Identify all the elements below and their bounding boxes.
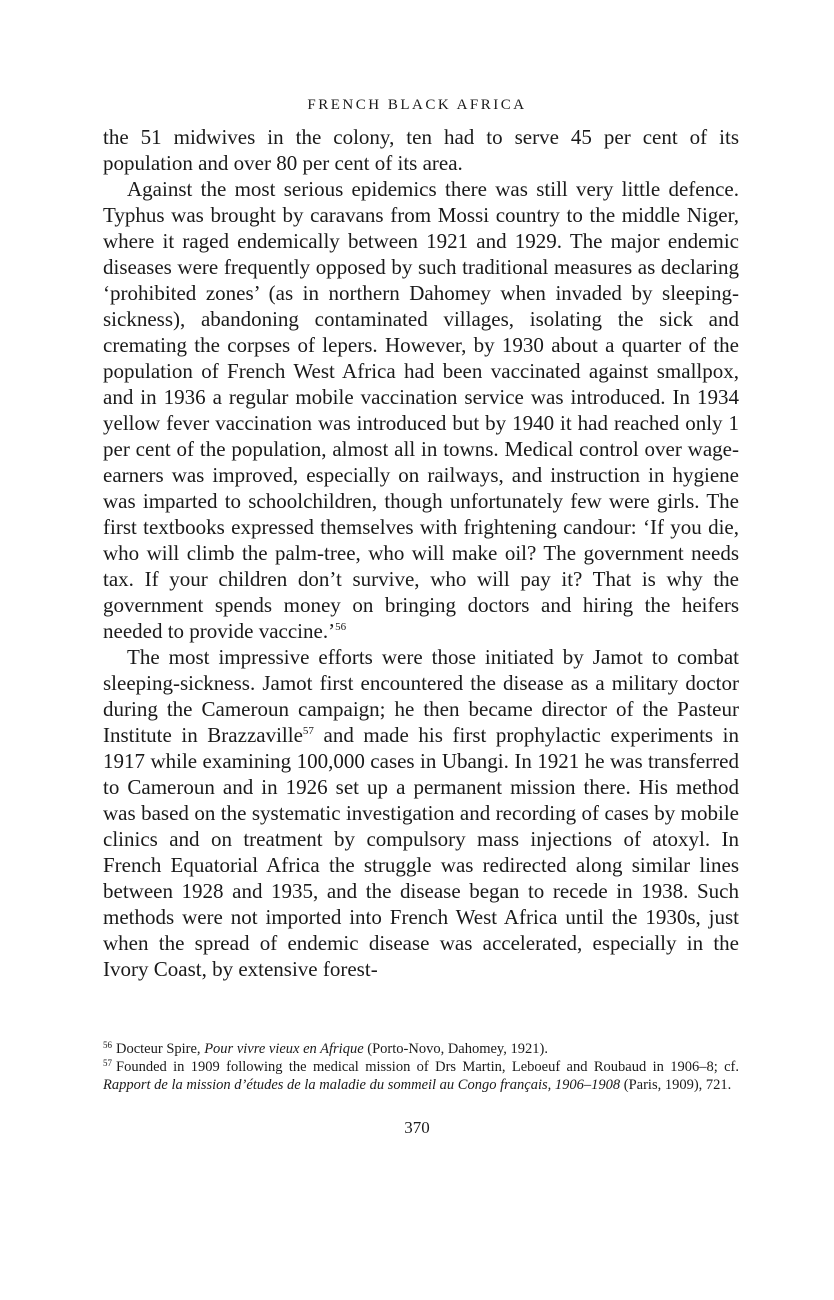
footnote-57-number: 57	[103, 1058, 112, 1068]
footnote-56	[103, 1040, 739, 1058]
paragraph-3-text-b: and made his first prophylactic experiments in 1917 while examining 100,000 cases in Ubangi. In 1921 he was transferred to Cameroun and in 1926 set up a permanent mission there. His method was based on the systematic investigation and recording of cases by mobile clinics and on treatment by compulsory mass injections of atoxyl. In French Equatorial Africa the struggle was redirected along similar lines between 1928 and 1935, and the disease began to recede in 1938. Such methods were not imported into French West Africa until the 1930s, just when the spread of endemic disease was accelerated, especially in the Ivory Coast, by extensive forest-	[103, 723, 739, 981]
footnote-57-post: (Paris, 1909), 721.	[620, 1077, 732, 1093]
footnote-56-title: Pour vivre vieux en Afrique	[204, 1041, 364, 1057]
footnote-ref-56: 56	[335, 621, 347, 633]
footnote-ref-57: 57	[302, 725, 314, 737]
footnotes	[103, 1040, 739, 1094]
paragraph-3	[103, 644, 739, 982]
footnote-57-title: Rapport de la mission d’études de la maladie du sommeil au Congo français, 1906–1908	[103, 1077, 621, 1093]
paragraph-3-text-a: The most impressive efforts were those initiated by Jamot to combat sleeping-sickness. Jamot first encountered the disease as a military doctor during the Cameroun campaign; he then became director of the Pasteur Institute in Brazzaville	[103, 645, 739, 747]
running-head: FRENCH BLACK AFRICA	[307, 97, 527, 113]
page-number: 370	[404, 1118, 430, 1137]
paragraph-2-text: Against the most serious epidemics there was still very little defence. Typhus was brought by caravans from Mossi country to the middle Niger, where it raged endemically between 1921 and 1929. The major endemic diseases were frequently opposed by such traditional measures as declaring ‘prohibited zones’ (as in northern Dahomey when invaded by sleeping-sickness), abandoning contaminated villages, isolating the sick and cremating the corpses of lepers. However, by 1930 about a quarter of the population of French West Africa had been vaccinated against smallpox, and in 1936 a regular mobile vaccination service was introduced. In 1934 yellow fever vaccination was introduced but by 1940 it had reached only 1 per cent of the population, almost all in towns. Medical control over wage-earners was improved, especially on railways, and instruction in hygiene was imparted to schoolchildren, though unfortunately few were girls. The first textbooks expressed themselves with frightening candour: ‘If you die, who will climb the palm-tree, who will make oil? The government needs tax. If your children don’t survive, who will pay it? That is why the government spends money on bringing doctors and hiring the heifers needed to provide vaccine.’	[103, 177, 739, 643]
body-text	[103, 124, 739, 982]
footnote-57-pre: Founded in 1909 following the medical mission of Drs Martin, Leboeuf and Roubaud in 1906–8; cf.	[116, 1059, 739, 1075]
footnote-57	[103, 1058, 739, 1094]
footnote-56-number: 56	[103, 1040, 112, 1050]
paragraph-1: the 51 midwives in the colony, ten had to serve 45 per cent of its population and over 80 per cent of its area.	[103, 125, 739, 175]
footnote-56-pre: Docteur Spire,	[116, 1041, 205, 1057]
paragraph-2	[103, 176, 739, 644]
footnote-56-post: (Porto-Novo, Dahomey, 1921).	[363, 1041, 548, 1057]
